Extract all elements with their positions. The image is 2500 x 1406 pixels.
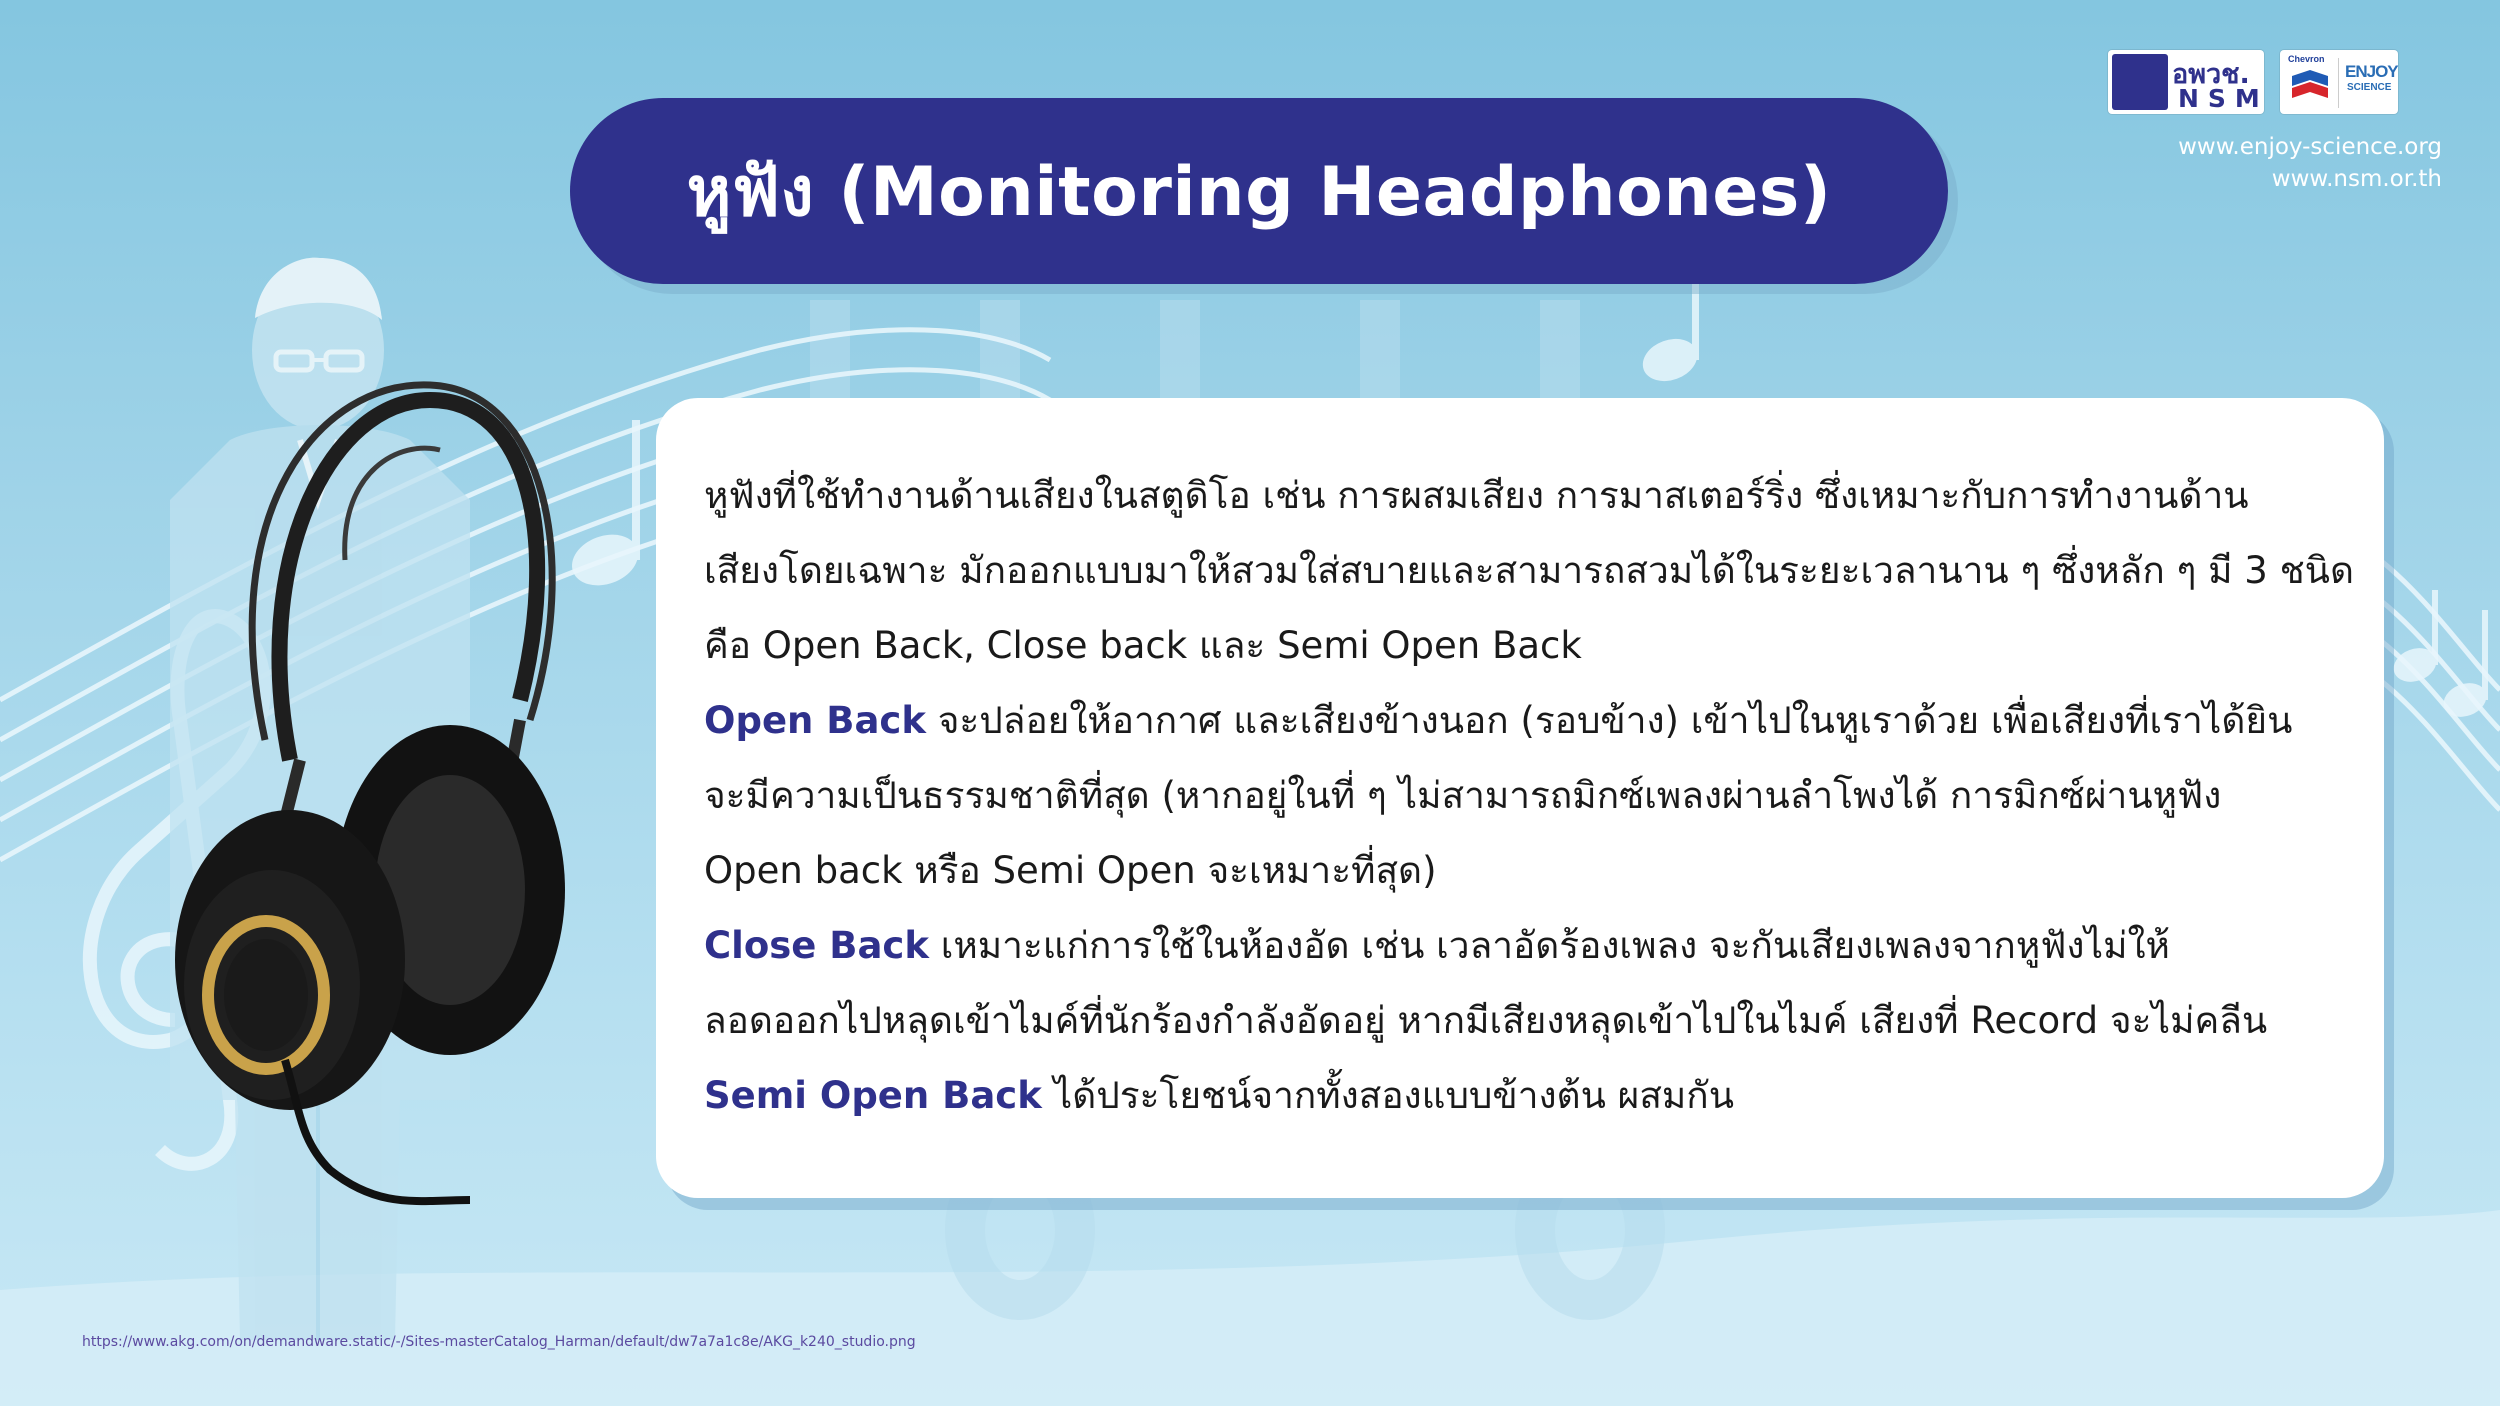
science-text: SCIENCE — [2347, 82, 2392, 93]
enjoy-science-mark — [2338, 58, 2398, 108]
logo-bar — [2108, 50, 2398, 116]
intro-line: หูฟังที่ใช้ทำงานด้านเสียงในสตูดิโอ เช่น การผสมเสียง การมาสเตอร์ริ่ง ซึ่งเหมาะกับการทำงานด้าน — [704, 474, 2249, 517]
close-back-line: ลอดออกไปหลุดเข้าไมค์ที่นักร้องกำลังอัดอยู่ หากมีเสียงหลุดเข้าไปในไมค์ เสียงที่ Record จะไม่คลีน — [704, 999, 2268, 1042]
close-back-paragraph — [704, 908, 2336, 983]
open-back-text: จะปล่อยให้อากาศ และเสียงข้างนอก (รอบข้าง) เข้าไปในหูเราด้วย เพื่อเสียงที่เราได้ยิน — [925, 699, 2293, 742]
chevron-emblem-icon — [2290, 68, 2330, 104]
slide-title: หูฟัง (Monitoring Headphones) — [686, 153, 1832, 232]
semi-open-text: ได้ประโยชน์จากทั้งสองแบบข้างต้น ผสมกัน — [1041, 1074, 1734, 1117]
nsm-thai-text: อพวช. — [2172, 59, 2250, 90]
content-card — [656, 398, 2384, 1198]
title-banner — [570, 98, 1948, 284]
close-back-text: เหมาะแก่การใช้ในห้องอัด เช่น เวลาอัดร้องเพลง จะกันเสียงเพลงจากหูฟังไม่ให้ — [928, 924, 2170, 967]
close-back-term: Close Back — [704, 924, 929, 967]
open-back-line: Open back หรือ Semi Open จะเหมาะที่สุด) — [704, 849, 1437, 892]
open-back-paragraph — [704, 683, 2336, 758]
chevron-name: Chevron — [2288, 54, 2325, 64]
semi-open-term: Semi Open Back — [704, 1074, 1042, 1117]
open-back-term: Open Back — [704, 699, 926, 742]
enjoy-text: ENJOY — [2345, 62, 2398, 81]
url-enjoy-science: www.enjoy-science.org — [2178, 134, 2442, 160]
nsm-en-text: NSM — [2178, 84, 2269, 113]
image-source-link[interactable]: https://www.akg.com/on/demandware.static/-/Sites-masterCatalog_Harman/default/dw7a7a1c8e/AKG_k240_studio.png — [82, 1334, 916, 1350]
intro-line: เสียงโดยเฉพาะ มักออกแบบมาให้สวมใส่สบายและสามารถสวมได้ในระยะเวลานาน ๆ ซึ่งหลัก ๆ มี 3 ชนิด — [704, 549, 2355, 592]
intro-line: คือ Open Back, Close back และ Semi Open Back — [704, 624, 1582, 667]
chevron-enjoy-logo — [2280, 50, 2398, 114]
url-nsm: www.nsm.or.th — [2271, 166, 2442, 192]
semi-open-paragraph — [704, 1058, 2336, 1133]
nsm-logo — [2108, 50, 2269, 114]
open-back-line: จะมีความเป็นธรรมชาติที่สุด (หากอยู่ในที่ ๆ ไม่สามารถมิกซ์เพลงผ่านลำโพงได้ การมิกซ์ผ่านหูฟัง — [704, 774, 2222, 817]
nsm-emblem-icon — [2112, 54, 2168, 110]
